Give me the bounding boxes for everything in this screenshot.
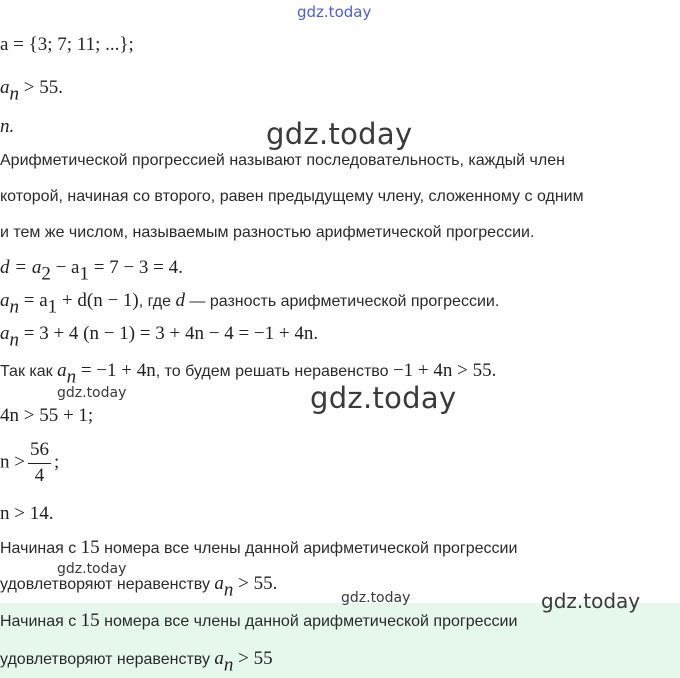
nth-term-computation: $a_n = 3 + 4$ (n − 1) = 3 + 4n − 4 = −1 + 4n. — [0, 323, 319, 351]
watermark-small-3: gdz.today — [341, 590, 411, 606]
watermark-large-1: gdz.today — [266, 117, 413, 151]
answer-line-1: Начиная с 15 номера все члены данной арифметической прогрессии — [0, 610, 518, 631]
step-fraction: n > $\frac{56}{4}$ ; — [0, 439, 60, 486]
difference-formula: $d = a_2 - a_1 = 7 - 3 = 4$. — [0, 257, 183, 285]
nth-term-formula: $a_n = a_1 + d(n - 1)$, где d — разность арифметической прогрессии. — [0, 290, 500, 318]
unknown-n: n. — [0, 116, 15, 137]
definition-line-1: Арифметической прогрессией называют последовательность, каждый член — [0, 152, 565, 169]
step-4n: 4n > 55 + 1; — [0, 405, 94, 426]
watermark-small-1: gdz.today — [57, 385, 127, 401]
watermark-large-2: gdz.today — [310, 381, 457, 415]
sequence-definition — [0, 34, 134, 56]
watermark-top: gdz.today — [297, 3, 372, 21]
conclusion-line-2: удовлетворяют неравенству $a_n > 55$. — [0, 573, 278, 601]
watermark-bottom-right: gdz.today — [541, 589, 641, 613]
answer-line-2: удовлетворяют неравенству $a_n > 55$ — [0, 648, 273, 676]
inequality-setup: Так как $a_n = -1 + 4n$, то будем решать неравенство −1 + 4n > 55. — [0, 360, 497, 388]
definition-line-3: и тем же числом, называемым разностью арифметической прогрессии. — [0, 224, 535, 241]
condition-line: $a_n > 55$. — [0, 77, 63, 105]
watermark-small-2: gdz.today — [57, 561, 127, 577]
definition-line-2: которой, начиная со второго, равен предыдущему члену, сложенному с одним — [0, 188, 584, 205]
sequence-formula: a = {3; 7; 11; ...}; — [0, 34, 134, 55]
step-result: n > 14. — [0, 503, 54, 524]
fraction-56-4: $\frac{56}{4}$ — [29, 439, 49, 486]
conclusion-line-1: Начиная с 15 номера все члены данной арифметической прогрессии — [0, 537, 518, 558]
